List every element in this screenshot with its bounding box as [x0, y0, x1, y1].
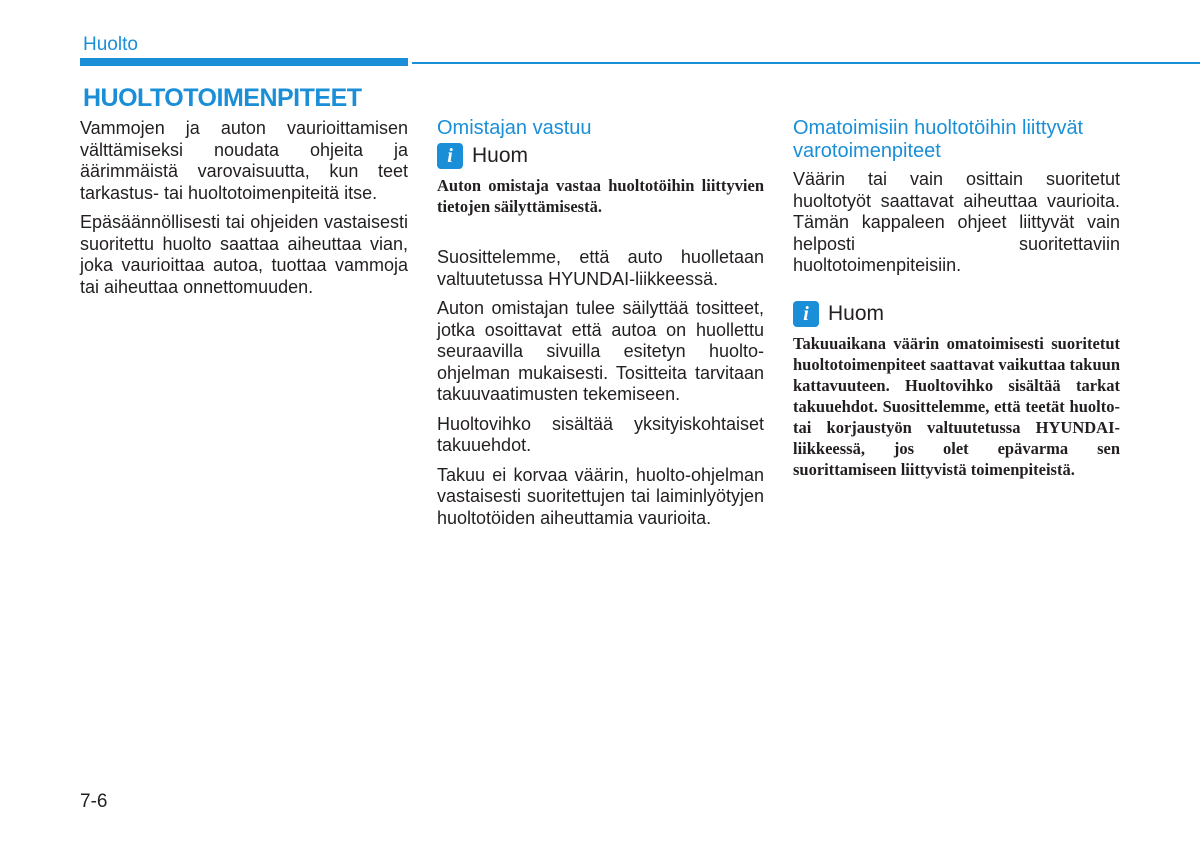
paragraph: Vammojen ja auton vaurioittamisen välttämiseksi noudata ohjeita ja äärimmäistä varovaisuutta, kun teet tarkastus- tai huoltotoimenpiteitä itse.	[80, 118, 408, 203]
note-text: Auton omistaja vastaa huoltotöihin liittyvien tietojen säilyttämisestä.	[437, 176, 764, 216]
paragraph: Auton omistajan tulee säilyttää tositteet, jotka osoittavat että autoa on huollettu seuraavilla sivuilla esitetyn huolto-ohjelman mukaisesti. Tositteita tarvitaan takuuvaatimusten tekemiseen.	[437, 298, 764, 404]
header-rule-thick	[80, 58, 408, 66]
note-header	[437, 143, 764, 169]
column-3	[793, 117, 1120, 488]
note-text: Takuuaikana väärin omatoimisesti suoritetut huoltotoimenpiteet saattavat vaikuttaa takuun kattavuuteen. Huoltovihko sisältää tarkat takuuehdot. Suosittelemme, että teetät huolto- tai korjaustyön valtuutetussa HYUNDAI-liikkeessä, jos olet epävarma sen suorittamiseen liittyvistä toimenpiteistä.	[793, 333, 1120, 479]
note-title: Huom	[472, 144, 529, 168]
paragraph: Epäsäännöllisesti tai ohjeiden vastaisesti suoritettu huolto saattaa aiheuttaa vian, joka vaurioittaa autoa, tuottaa vammoja tai aiheuttaa onnettomuuden.	[80, 212, 408, 297]
subsection-heading: Omistajan vastuu	[437, 117, 592, 139]
paragraph: Huoltovihko sisältää yksityiskohtaiset takuuehdot.	[437, 413, 764, 455]
header-rule-thin	[412, 62, 1200, 64]
page-title: HUOLTOTOIMENPITEET	[83, 84, 362, 112]
paragraph: Suosittelemme, että auto huolletaan valtuutetussa HYUNDAI-liikkeessä.	[437, 247, 764, 289]
section-label: Huolto	[83, 34, 138, 55]
column-2	[437, 117, 764, 537]
note-header	[793, 301, 1120, 327]
info-icon: i	[793, 301, 819, 327]
subsection-heading: Omatoimisiin huoltotöihin liittyvät varotoimenpiteet	[793, 117, 1084, 162]
paragraph: Takuu ei korvaa väärin, huolto-ohjelman vastaisesti suoritettujen tai laiminlyötyjen huoltotöiden aiheuttamia vaurioita.	[437, 464, 764, 528]
paragraph: Väärin tai vain osittain suoritetut huoltotyöt saattavat aiheuttaa vaurioita. Tämän kappaleen ohjeet liittyvät vain helposti suoritettaviin huoltotoimenpiteisiin.	[793, 169, 1120, 275]
info-icon: i	[437, 143, 463, 169]
note-title: Huom	[828, 301, 885, 325]
page-number: 7-6	[80, 791, 108, 812]
column-1	[80, 118, 408, 306]
